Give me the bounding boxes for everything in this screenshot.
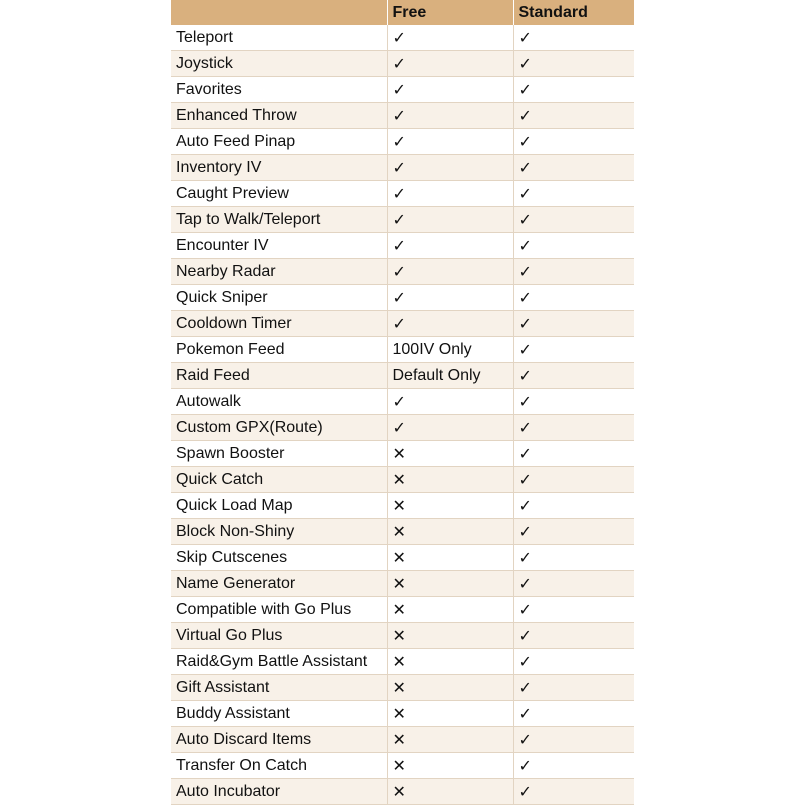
check-icon: ✓ xyxy=(387,155,513,181)
table-row xyxy=(171,675,634,701)
table-row xyxy=(171,389,634,415)
feature-name: Custom GPX(Route) xyxy=(171,415,387,441)
table-row xyxy=(171,51,634,77)
table-row xyxy=(171,233,634,259)
check-icon: ✓ xyxy=(513,441,634,467)
check-icon: ✓ xyxy=(513,597,634,623)
check-icon: ✓ xyxy=(513,207,634,233)
cross-icon: ✕ xyxy=(387,597,513,623)
check-icon: ✓ xyxy=(513,493,634,519)
table-row xyxy=(171,285,634,311)
check-icon: ✓ xyxy=(513,753,634,779)
check-icon: ✓ xyxy=(513,363,634,389)
feature-name: Buddy Assistant xyxy=(171,701,387,727)
header-row xyxy=(171,0,634,25)
check-icon: ✓ xyxy=(387,233,513,259)
cross-icon: ✕ xyxy=(387,649,513,675)
cross-icon: ✕ xyxy=(387,545,513,571)
check-icon: ✓ xyxy=(513,233,634,259)
feature-name: Name Generator xyxy=(171,571,387,597)
feature-name: Tap to Walk/Teleport xyxy=(171,207,387,233)
feature-name: Compatible with Go Plus xyxy=(171,597,387,623)
cross-icon: ✕ xyxy=(387,571,513,597)
feature-name: Skip Cutscenes xyxy=(171,545,387,571)
table-row xyxy=(171,753,634,779)
feature-name: Encounter IV xyxy=(171,233,387,259)
feature-name: Joystick xyxy=(171,51,387,77)
table-row xyxy=(171,311,634,337)
cross-icon: ✕ xyxy=(387,779,513,805)
check-icon: ✓ xyxy=(387,103,513,129)
feature-name: Raid Feed xyxy=(171,363,387,389)
check-icon: ✓ xyxy=(387,25,513,51)
feature-name: Pokemon Feed xyxy=(171,337,387,363)
cross-icon: ✕ xyxy=(387,727,513,753)
table-row xyxy=(171,545,634,571)
feature-name: Nearby Radar xyxy=(171,259,387,285)
check-icon: ✓ xyxy=(513,337,634,363)
check-icon: ✓ xyxy=(513,467,634,493)
check-icon: ✓ xyxy=(513,779,634,805)
cross-icon: ✕ xyxy=(387,441,513,467)
cross-icon: ✕ xyxy=(387,493,513,519)
table-row xyxy=(171,493,634,519)
feature-name: Caught Preview xyxy=(171,181,387,207)
feature-name: Block Non-Shiny xyxy=(171,519,387,545)
check-icon: ✓ xyxy=(513,571,634,597)
check-icon: ✓ xyxy=(387,51,513,77)
table-row xyxy=(171,77,634,103)
check-icon: ✓ xyxy=(513,77,634,103)
table-row xyxy=(171,337,634,363)
table-row xyxy=(171,181,634,207)
check-icon: ✓ xyxy=(513,623,634,649)
header-feature xyxy=(171,0,387,25)
free-value: Default Only xyxy=(387,363,513,389)
check-icon: ✓ xyxy=(387,389,513,415)
check-icon: ✓ xyxy=(387,77,513,103)
table-header xyxy=(171,0,634,25)
table-row xyxy=(171,259,634,285)
table-row xyxy=(171,129,634,155)
table-row xyxy=(171,727,634,753)
check-icon: ✓ xyxy=(513,103,634,129)
cross-icon: ✕ xyxy=(387,753,513,779)
feature-name: Spawn Booster xyxy=(171,441,387,467)
check-icon: ✓ xyxy=(513,389,634,415)
feature-name: Raid&Gym Battle Assistant xyxy=(171,649,387,675)
check-icon: ✓ xyxy=(387,129,513,155)
check-icon: ✓ xyxy=(513,285,634,311)
table-row xyxy=(171,415,634,441)
check-icon: ✓ xyxy=(513,129,634,155)
table-body xyxy=(171,25,634,805)
check-icon: ✓ xyxy=(513,259,634,285)
feature-name: Autowalk xyxy=(171,389,387,415)
feature-name: Auto Feed Pinap xyxy=(171,129,387,155)
check-icon: ✓ xyxy=(387,415,513,441)
feature-name: Quick Sniper xyxy=(171,285,387,311)
check-icon: ✓ xyxy=(387,285,513,311)
check-icon: ✓ xyxy=(513,311,634,337)
check-icon: ✓ xyxy=(513,675,634,701)
table-row xyxy=(171,103,634,129)
table-row xyxy=(171,649,634,675)
check-icon: ✓ xyxy=(387,207,513,233)
comparison-table xyxy=(171,0,634,805)
table-row xyxy=(171,779,634,805)
header-free: Free xyxy=(387,0,513,25)
cross-icon: ✕ xyxy=(387,519,513,545)
check-icon: ✓ xyxy=(513,415,634,441)
feature-comparison xyxy=(171,0,634,805)
check-icon: ✓ xyxy=(513,649,634,675)
free-value: 100IV Only xyxy=(387,337,513,363)
check-icon: ✓ xyxy=(513,25,634,51)
check-icon: ✓ xyxy=(513,51,634,77)
cross-icon: ✕ xyxy=(387,467,513,493)
feature-name: Quick Load Map xyxy=(171,493,387,519)
feature-name: Transfer On Catch xyxy=(171,753,387,779)
check-icon: ✓ xyxy=(387,181,513,207)
check-icon: ✓ xyxy=(513,519,634,545)
table-row xyxy=(171,597,634,623)
table-row xyxy=(171,363,634,389)
check-icon: ✓ xyxy=(387,311,513,337)
table-row xyxy=(171,623,634,649)
table-row xyxy=(171,25,634,51)
feature-name: Favorites xyxy=(171,77,387,103)
check-icon: ✓ xyxy=(387,259,513,285)
check-icon: ✓ xyxy=(513,545,634,571)
check-icon: ✓ xyxy=(513,181,634,207)
check-icon: ✓ xyxy=(513,701,634,727)
feature-name: Quick Catch xyxy=(171,467,387,493)
table-row xyxy=(171,155,634,181)
feature-name: Auto Discard Items xyxy=(171,727,387,753)
feature-name: Enhanced Throw xyxy=(171,103,387,129)
feature-name: Inventory IV xyxy=(171,155,387,181)
table-row xyxy=(171,519,634,545)
check-icon: ✓ xyxy=(513,727,634,753)
table-row xyxy=(171,571,634,597)
table-row xyxy=(171,701,634,727)
feature-name: Teleport xyxy=(171,25,387,51)
feature-name: Cooldown Timer xyxy=(171,311,387,337)
check-icon: ✓ xyxy=(513,155,634,181)
table-row xyxy=(171,441,634,467)
cross-icon: ✕ xyxy=(387,675,513,701)
feature-name: Gift Assistant xyxy=(171,675,387,701)
feature-name: Auto Incubator xyxy=(171,779,387,805)
cross-icon: ✕ xyxy=(387,701,513,727)
feature-name: Virtual Go Plus xyxy=(171,623,387,649)
table-row xyxy=(171,207,634,233)
cross-icon: ✕ xyxy=(387,623,513,649)
header-standard: Standard xyxy=(513,0,634,25)
table-row xyxy=(171,467,634,493)
